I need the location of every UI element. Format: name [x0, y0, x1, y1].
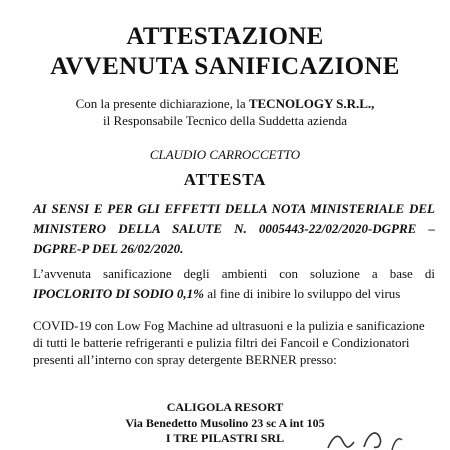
- signature-mark: [298, 420, 450, 450]
- body1-prefix: L’avvenuta sanificazione degli ambienti con soluzione a base di: [33, 266, 435, 281]
- location-name: CALIGOLA RESORT: [166, 400, 284, 414]
- location-address: Via Benedetto Musolino 23 sc A int 105: [125, 416, 325, 430]
- intro-line1: [0, 95, 450, 112]
- ministry-reference: AI SENSI E PER GLI EFFETTI DELLA NOTA MINISTERIALE DEL MINISTERO DELLA SALUTE N. 0005443-22/02/2020-DGPRE – DGPRE-P DEL 26/02/2020.: [33, 201, 435, 256]
- intro-line2: il Responsabile Tecnico della Suddetta azienda: [103, 113, 347, 128]
- chemical-name: IPOCLORITO DI SODIO 0,1%: [33, 286, 204, 301]
- declaration-heading: ATTESTA: [183, 170, 267, 189]
- intro-prefix: Con la presente dichiarazione, la: [75, 96, 249, 111]
- cropped-header-remnant: [32, 0, 172, 2]
- body1-suffix: al fine di inibire lo sviluppo del virus: [203, 286, 401, 301]
- document-title-line2: AVVENUTA SANIFICAZIONE: [50, 53, 400, 80]
- footer-company: I TRE PILASTRI SRL: [165, 431, 285, 445]
- body-paragraph-1: [33, 264, 435, 304]
- body-paragraph-2: COVID-19 con Low Fog Machine ad ultrasuoni e la pulizia e sanificazione di tutti le batterie refrigeranti e pulizia filtri dei Fancoil e Condizionatori presenti all’interno con spray detergente BERNER presso:: [33, 318, 425, 367]
- company-name: TECNOLOGY S.R.L.,: [248, 96, 375, 111]
- technician-name: CLAUDIO CARROCCETTO: [149, 147, 301, 162]
- cropped-text-strokes: [32, 0, 172, 2]
- document-title-line1: ATTESTAZIONE: [126, 23, 324, 50]
